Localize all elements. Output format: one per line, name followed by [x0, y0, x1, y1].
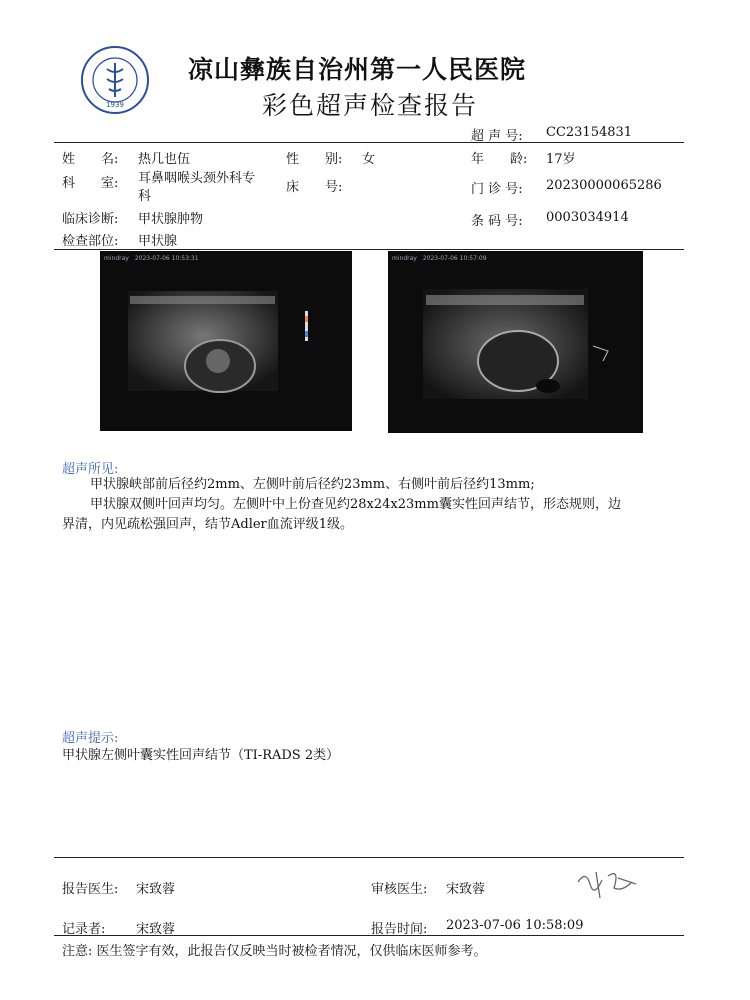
- footer-bottom-rule: [54, 935, 684, 936]
- findings-label: 超声所见:: [62, 462, 119, 477]
- dept-line2: 科: [138, 189, 152, 204]
- name-label: 姓 名:: [62, 152, 119, 167]
- header-top-rule: [54, 142, 684, 143]
- patient-name: 热几也伍: [138, 152, 191, 167]
- reviewer-label: 审核医生:: [371, 882, 428, 897]
- ultrasound-no: CC23154831: [546, 125, 633, 140]
- ultrasound-image-2: [388, 251, 643, 433]
- barcode: 0003034914: [546, 210, 629, 225]
- sex-label: 性 别:: [286, 152, 343, 167]
- patient-sex: 女: [362, 152, 376, 167]
- hospital-name: 凉山彝族自治州第一人民医院: [188, 55, 527, 84]
- dept-label: 科 室:: [62, 176, 119, 191]
- clinic-no: 20230000065286: [546, 178, 662, 193]
- disclaimer-note: 注意: 医生签字有效，此报告仅反映当时被检者情况，仅供临床医师参考。: [62, 944, 487, 959]
- image-2-caption: 2023-07-06 10:57:09: [422, 255, 487, 262]
- exam-part-label: 检查部位:: [62, 234, 119, 249]
- footer-top-rule: [54, 857, 684, 858]
- image-2-brand: mindray: [392, 255, 417, 262]
- report-title: 彩色超声检查报告: [262, 91, 479, 120]
- recorder-label: 记录者:: [62, 922, 106, 937]
- findings-para2-line2: 界清，内见疏松强回声，结节Adler血流评级1级。: [62, 517, 354, 532]
- image-1-graphic: [100, 251, 352, 431]
- bed-label: 床 号:: [286, 180, 343, 195]
- impression-label: 超声提示:: [62, 731, 119, 746]
- diagnosis-label: 临床诊断:: [62, 212, 119, 227]
- age-label: 年 龄:: [471, 152, 528, 167]
- patient-age: 17岁: [546, 152, 576, 167]
- dept-line1: 耳鼻咽喉头颈外科专: [138, 171, 256, 186]
- image-1-brand: mindray: [104, 255, 129, 262]
- findings-para2-line1: 甲状腺双侧叶回声均匀。左侧叶中上份查见约28x24x23mm囊实性回声结节，形态规则，边: [90, 497, 621, 512]
- image-2-graphic: [388, 251, 643, 433]
- diagnosis: 甲状腺肿物: [138, 212, 204, 227]
- clinic-no-label: 门 诊 号:: [471, 182, 523, 197]
- impression-text: 甲状腺左侧叶囊实性回声结节（TI-RADS 2类）: [62, 748, 340, 763]
- doctor-label: 报告医生:: [62, 882, 119, 897]
- report-time-label: 报告时间:: [371, 922, 428, 937]
- reviewer-name: 宋致蓉: [446, 882, 486, 897]
- exam-part: 甲状腺: [138, 234, 178, 249]
- barcode-label: 条 码 号:: [471, 214, 523, 229]
- recorder-name: 宋致蓉: [136, 922, 176, 937]
- findings-para1: 甲状腺峡部前后径约2mm、左侧叶前后径约23mm、右侧叶前后径约13mm;: [90, 477, 535, 492]
- doctor-name: 宋致蓉: [136, 882, 176, 897]
- report-time: 2023-07-06 10:58:09: [446, 918, 584, 933]
- header-bottom-rule: [54, 249, 684, 250]
- ultrasound-no-label: 超 声 号:: [471, 129, 523, 144]
- seal-year: 1939: [106, 101, 124, 109]
- image-1-caption: 2023-07-06 10:53:31: [134, 255, 199, 262]
- signature: [570, 862, 645, 904]
- hospital-seal: [80, 45, 150, 115]
- ultrasound-image-1: [100, 251, 352, 431]
